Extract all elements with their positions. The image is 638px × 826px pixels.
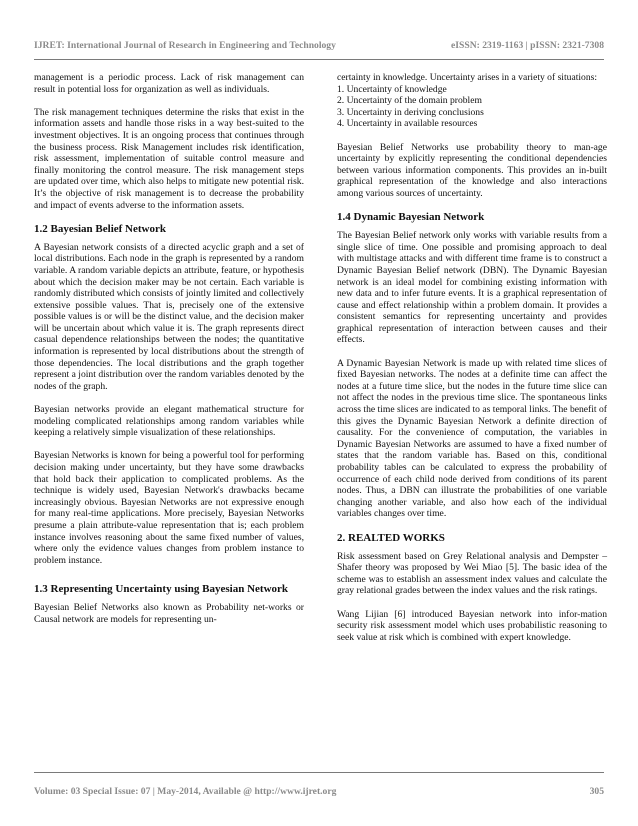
section-heading-1-4: 1.4 Dynamic Bayesian Network bbox=[337, 211, 485, 224]
paragraph: Risk assessment based on Grey Relational analysis and Dempster –Shafer theory was proposed by Wei Miao [5]. The basic idea of the scheme was to establish an assessment index values and calculate the gray relational grades between the index values and the risk ratings. bbox=[337, 550, 607, 597]
paragraph: A Dynamic Bayesian Network is made up with related time slices of fixed Bayesian networks. The nodes at a definite time can affect the nodes at a future time slice, but the nodes in the future time slice can not affect the nodes in the previous time slice. The spontaneous links across the time slices are indicated to as temporal links. The benefit of this gives the Dynamic Bayesian Network a definite direction of causality. For the convenience of computation, the variables in Dynamic Bayesian Networks are assumed to have a fixed number of states that the random variable has. Based on this, conditional probability tables can be calculated to express the probability of occurrence of each child node derived from conditions of its parent nodes. Thus, a DBN can illustrate the probabilities of one variable changing another variable, and also how each of the individual variables changes over time. bbox=[337, 357, 607, 520]
list-item: 4. Uncertainty in available resources bbox=[337, 118, 478, 130]
list-item: 3. Uncertainty in deriving conclusions bbox=[337, 106, 484, 118]
list-item: 2. Uncertainty of the domain problem bbox=[337, 95, 482, 107]
paragraph: management is a periodic process. Lack of risk management can result in potential loss for organization as well as individuals. bbox=[34, 72, 304, 95]
volume-info: Volume: 03 Special Issue: 07 | May-2014, Available @ http://www.ijret.org bbox=[34, 786, 337, 797]
paragraph: Bayesian Networks is known for being a powerful tool for performing decision making under uncertainty, but they have some drawbacks that hold back their application to complicated problems. As the technique is widely used, Bayesian Network's drawbacks became increasingly obvious. Bayesian Networks are not expressive enough for many real-time applications. More precisely, Bayesian Networks presume a plain attribute-value representation that is; each problem instance involves reasoning about the same fixed number of values, where only the evidence values changes from problem instance to problem instance. bbox=[34, 450, 304, 566]
paragraph: Bayesian Belief Networks also known as Probability net-works or Causal network are models for representing un- bbox=[34, 601, 304, 625]
left-column bbox=[34, 72, 304, 625]
journal-title: IJRET: International Journal of Research in Engineering and Technology bbox=[34, 40, 336, 51]
paragraph: A Bayesian network consists of a directed acyclic graph and a set of local distributions. Each node in the graph is represented by a random variable. A random variable depicts an attribute, feature, or hypothesis about which the decision maker may be not certain. Each variable is randomly distributed which consists of jointly limited and collectively extensive possible values. That is, precisely one of the extensive possible values is or will be the distinct value, and the decision maker will be uncertain about which value it is. The graph represents direct casual dependence relationships between the nodes; the quantitative information is represented by local distributions about the strength of those dependencies. The local distributions and the graph together represent a joint distribution over the random variables denoted by the nodes of the graph. bbox=[34, 241, 304, 392]
section-heading-2: 2. REALTED WORKS bbox=[337, 531, 445, 544]
paragraph: The risk management techniques determine the risks that exist in the information assets and handle those risks in a way best-suited to the investment objectives. It is an ongoing process that continues through the business process. Risk Management includes risk identification, risk assessment, implementation of suitable control measure and finally monitoring the control measure. The risk management steps are updated over time, which also helps to mitigate new potential risk. It’s the objective of risk management is to decrease the probability and impact of events adverse to the information assets. bbox=[34, 106, 304, 211]
paragraph: The Bayesian Belief network only works with variable results from a single slice of time. One possible and promising approach to deal with multistage attacks and with different time frame is to construct a Dynamic Bayesian Belief network (DBN). The Dynamic Bayesian network is an ideal model for combining existing information with new data and to infer future events. It is a graphical representation of cause and effect relationship within a problem domain. It provides a consistent semantics for representing uncertainty and provides graphical representation of interaction between causes and their effects. bbox=[337, 230, 607, 346]
paragraph: Bayesian networks provide an elegant mathematical structure for modeling complicated relationships among random variables while keeping a relatively simple visualization of these relationships. bbox=[34, 404, 304, 439]
footer-divider bbox=[34, 772, 604, 773]
issn-info: eISSN: 2319-1163 | pISSN: 2321-7308 bbox=[451, 40, 604, 51]
page-number: 305 bbox=[589, 786, 604, 797]
right-column bbox=[337, 72, 607, 643]
section-heading-1-2: 1.2 Bayesian Belief Network bbox=[34, 222, 166, 235]
page-header bbox=[34, 40, 604, 51]
header-divider bbox=[34, 59, 604, 60]
page-footer bbox=[34, 786, 604, 797]
paragraph: Bayesian Belief Networks use probability theory to man-age uncertainty by explicitly representing the conditional dependencies between various information components. This provides an in-built graphical representation of the knowledge and also interactions among various sources of uncertainty. bbox=[337, 141, 607, 199]
paragraph: Wang Lijian [6] introduced Bayesian network into infor-mation security risk assessment model which uses probabilistic reasoning to seek value at risk which is combined with expert knowledge. bbox=[337, 608, 607, 643]
list-item: 1. Uncertainty of knowledge bbox=[337, 83, 447, 95]
paragraph: certainty in knowledge. Uncertainty arises in a variety of situations: bbox=[337, 72, 598, 83]
uncertainty-list bbox=[337, 84, 607, 130]
section-heading-1-3: 1.3 Representing Uncertainty using Bayesian Network bbox=[34, 582, 289, 595]
